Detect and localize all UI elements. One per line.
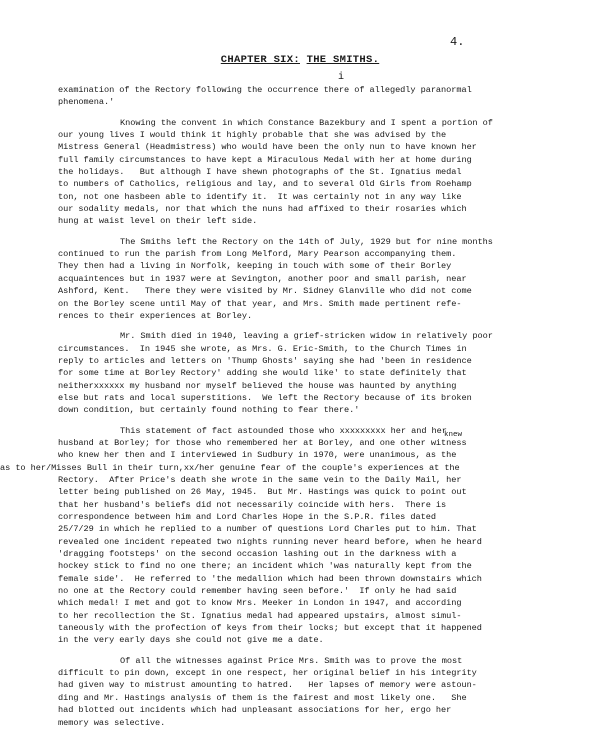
text-line: neitherxxxxxx my husband nor myself believed the house was haunted by anything bbox=[58, 380, 457, 391]
text-line: letter being published on 26 May, 1945. But Mr. Hastings was quick to point out bbox=[58, 487, 467, 498]
text-line: acquaintences but in 1937 were at Sevington, another poor and small parish, near bbox=[58, 273, 467, 284]
paragraph bbox=[58, 84, 578, 109]
chapter-label: CHAPTER SIX: bbox=[220, 54, 300, 66]
text-line: reply to articles and letters on 'Thump Ghosts' saying she had 'been in residence bbox=[58, 355, 472, 366]
text-line: correspondence between him and Lord Charles Hope in the S.P.R. files dated bbox=[58, 512, 436, 522]
text-line: had blotted out incidents which had unpleasant associations for her, ergo her bbox=[58, 705, 452, 716]
text-line: phenomena.' bbox=[58, 97, 115, 108]
text-line: 'dragging footsteps' on the second occasion lashing out in the darkness with a bbox=[58, 549, 457, 560]
text-line: on the Borley scene until May of that year, and Mrs. Smith made pertinent refe- bbox=[58, 298, 462, 309]
text-line: This statement of fact astounded those who xxxxxxxxx her and her bbox=[120, 425, 447, 436]
text-line: full family circumstances to have kept a Miraculous Medal with her at home during bbox=[58, 154, 472, 165]
text-line: revealed one incident repeated two nights running never heard before, when he heard bbox=[58, 536, 482, 547]
text-line: to her recollection the St. Ignatius medal had appeared upstairs, almost simul- bbox=[58, 610, 462, 621]
text-line: hockey stick to find no one there; an incident which 'was naturally kept from the bbox=[58, 561, 472, 572]
page-number: 4. bbox=[450, 35, 465, 49]
text-line: which medal! I met and got to know Mrs. Meeker in London in 1947, and according bbox=[58, 598, 462, 609]
text-line: Rectory. After Price's death she wrote in the same vein to the Daily Mail, her bbox=[58, 474, 462, 485]
text-line: rences to their experiences at Borley. bbox=[58, 310, 253, 321]
text-line: Mr. Smith died in 1940, leaving a grief-stricken widow in relatively poor bbox=[120, 331, 493, 342]
text-line: Ashford, Kent. There they were visited by Mr. Sidney Glanville who did not come bbox=[58, 286, 472, 297]
paragraph bbox=[58, 117, 578, 228]
text-line: continued to run the parish from Long Melford, Mary Pearson accompanying them. bbox=[58, 249, 457, 260]
text-line: They then had a living in Norfolk, keeping in touch with some of their Borley bbox=[58, 261, 452, 272]
text-line: to numbers of Catholics, religious and lay, and to several Old Girls from Roehamp bbox=[58, 179, 472, 190]
chapter-title: THE SMITHS. bbox=[306, 54, 380, 66]
text-line: for some time at Borley Rectory' adding she would like' to state definitely that bbox=[58, 368, 467, 379]
text-line: no one at the Rectory could remember having seen before.' If only he had said bbox=[58, 586, 457, 597]
text-line: down condition, but certainly found nothing to fear there.' bbox=[58, 405, 360, 416]
marginal-mark: i bbox=[338, 72, 345, 83]
text-line: who knew her then and I interviewed in Sudbury in 1970, were unanimous, as the bbox=[58, 450, 457, 461]
text-line: hung at waist level on their left side. bbox=[58, 216, 258, 227]
paragraph bbox=[58, 655, 578, 729]
text-line: memory was selective. bbox=[58, 717, 166, 728]
text-line: Mistress General (Headmistress) who would have been the only nun to have known her bbox=[58, 142, 477, 153]
text-line: as to her/Misses Bull in their turn,xx/her genuine fear of the couple's experiences at the bbox=[0, 462, 460, 473]
text-line: our sodality medals, nor that which the nuns had affixed to their rosaries which bbox=[58, 204, 467, 215]
paragraph bbox=[0, 425, 578, 647]
text-line: examination of the Rectory following the occurrence there of allegedly paranormal bbox=[58, 85, 472, 95]
text-line: ding and Mr. Hastings analysis of them is the fairest and most likely one. She bbox=[58, 692, 467, 703]
text-line: taneously with the profection of keys from their locks; but except that it happened bbox=[58, 623, 482, 634]
text-line: in the very early days she could not give me a date. bbox=[58, 635, 324, 646]
text-line: 25/7/29 in which he replied to a number of questions Lord Charles put to him. That bbox=[58, 524, 477, 535]
paragraph bbox=[58, 330, 578, 416]
paragraph bbox=[58, 236, 578, 322]
handwritten-insertion-knew: knew bbox=[444, 431, 463, 439]
text-line: The Smiths left the Rectory on the 14th of July, 1929 but for nine months bbox=[120, 236, 493, 247]
text-line: the holidays. But although I have shewn photographs of the St. Ignatius medal bbox=[58, 167, 462, 178]
text-line: Knowing the convent in which Constance Bazekbury and I spent a portion of bbox=[120, 117, 493, 128]
text-line: our young lives I would think it highly probable that she was advised by the bbox=[58, 130, 447, 141]
text-line: had given way to mistrust amounting to hatred. Her lapses of memory were astoun- bbox=[58, 680, 477, 691]
text-line: ton, not one hasbeen able to identify it. It was certainly not in any way like bbox=[58, 191, 462, 202]
text-line: female side'. He referred to 'the medallion which had been thrown downstairs which bbox=[58, 573, 482, 584]
text-line: circumstances. In 1945 she wrote, as Mrs. G. Eric-Smith, to the Church Times in bbox=[58, 343, 467, 354]
text-line: husband at Borley; for those who remembered her at Borley, and one other witness bbox=[58, 437, 467, 448]
text-line: Of all the witnesses against Price Mrs. Smith was to prove the most bbox=[120, 655, 463, 666]
chapter-heading bbox=[0, 54, 600, 66]
text-line: else but rats and local superstitions. We left the Rectory because of its broken bbox=[58, 392, 472, 403]
text-line: difficult to pin down, except in one respect, her original belief in his integrity bbox=[58, 668, 477, 679]
text-line: that her husband's beliefs did not necessarily coincide with hers. There is bbox=[58, 499, 447, 510]
document-body bbox=[0, 84, 578, 737]
